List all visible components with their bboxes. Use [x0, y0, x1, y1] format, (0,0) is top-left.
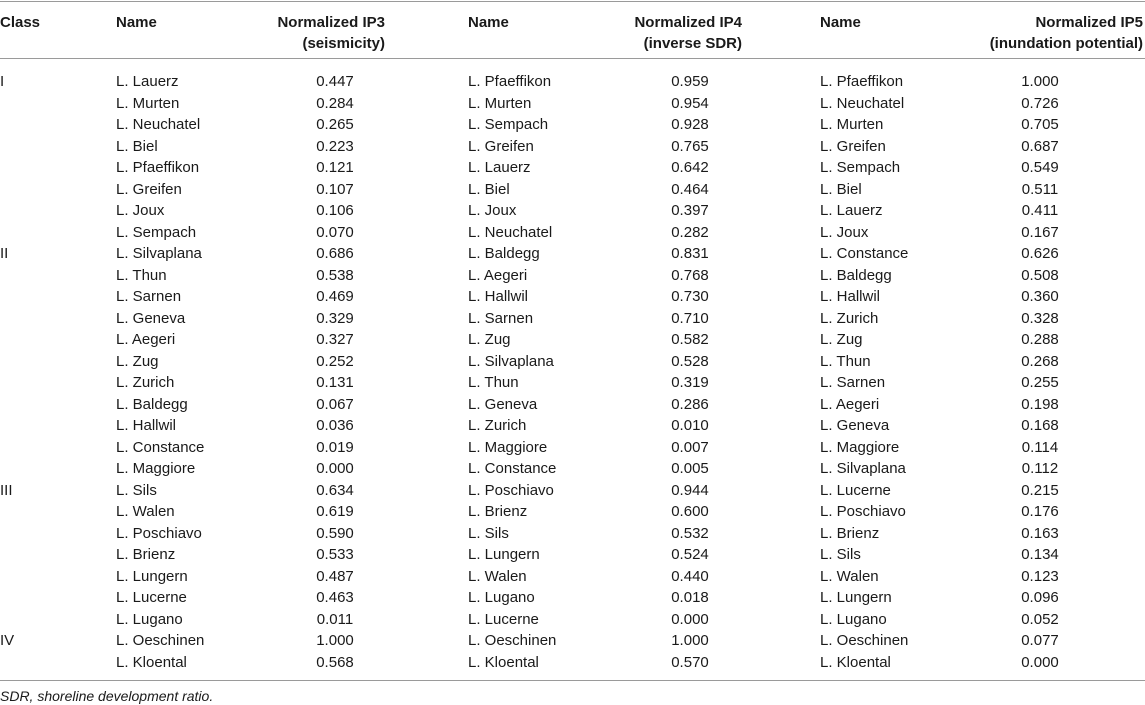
header-rule: [0, 58, 1145, 59]
ip5-value: 0.508: [1021, 266, 1059, 284]
ip5-value: 0.687: [1021, 137, 1059, 155]
lake-name-ip3: L. Zug: [116, 352, 159, 370]
lake-name-ip3: L. Biel: [116, 137, 158, 155]
table-row: [0, 329, 1145, 351]
lake-name-ip4: L. Sempach: [468, 116, 549, 133]
top-rule: [0, 1, 1145, 2]
ip4-value: 0.010: [671, 417, 709, 434]
ip4-value: 0.524: [671, 546, 709, 563]
class-cell: IV: [0, 632, 15, 649]
ip3-value: 0.329: [316, 309, 354, 327]
lake-name-ip3: L. Pfaeffikon: [116, 159, 200, 176]
ip5-value: 0.198: [1021, 395, 1059, 413]
table-row: [0, 351, 1145, 373]
lake-name-ip3: L. Greifen: [116, 180, 182, 198]
lake-name-ip4: L. Neuchatel: [468, 223, 553, 241]
ip4-value: 0.730: [671, 288, 709, 305]
lake-name-ip4: L. Zug: [468, 331, 511, 348]
lake-name-ip3: L. Joux: [116, 202, 165, 219]
header-ip3-title: Normalized IP3: [277, 14, 385, 31]
ip5-value: 0.705: [1021, 116, 1059, 133]
lake-name-ip4: L. Greifen: [468, 137, 534, 155]
lake-name-ip4: L. Oeschinen: [468, 632, 557, 649]
ip5-value: 0.328: [1021, 309, 1059, 327]
header-name-ip5: Name: [820, 14, 861, 31]
ip3-value: 0.634: [316, 481, 354, 499]
lake-name-ip4: L. Silvaplana: [468, 352, 554, 370]
ip5-value: 0.077: [1021, 632, 1059, 649]
ip3-value: 0.284: [316, 94, 354, 112]
lake-name-ip3: L. Neuchatel: [116, 116, 201, 133]
ip4-value: 0.018: [671, 589, 709, 606]
lake-name-ip5: L. Lucerne: [820, 481, 891, 499]
ip3-value: 0.011: [316, 610, 354, 628]
lake-name-ip4: L. Brienz: [468, 503, 528, 520]
lake-name-ip3: L. Sils: [116, 481, 157, 499]
lake-name-ip3: L. Kloental: [116, 653, 187, 671]
ip5-value: 0.726: [1021, 94, 1059, 112]
ip4-value: 0.528: [671, 352, 709, 370]
ip5-value: 1.000: [1021, 73, 1059, 90]
ip5-value: 0.167: [1021, 223, 1059, 241]
lake-name-ip5: L. Sempach: [820, 159, 901, 176]
lake-name-ip4: L. Lungern: [468, 546, 540, 563]
ip5-value: 0.096: [1021, 589, 1059, 606]
ip3-value: 0.265: [316, 116, 354, 133]
ip3-value: 0.447: [316, 73, 354, 90]
header-ip3: [250, 12, 385, 54]
table-row: [0, 136, 1145, 158]
table-row: [0, 222, 1145, 244]
ip4-value: 0.928: [671, 116, 709, 133]
lake-name-ip3: L. Geneva: [116, 309, 186, 327]
lake-name-ip5: L. Silvaplana: [820, 460, 906, 477]
table-row: [0, 630, 1145, 652]
lake-name-ip4: L. Sarnen: [468, 309, 534, 327]
lake-name-ip3: L. Lucerne: [116, 589, 187, 606]
lake-name-ip4: L. Thun: [468, 374, 519, 391]
lake-name-ip5: L. Poschiavo: [820, 503, 906, 520]
lake-name-ip4: L. Sils: [468, 524, 509, 542]
ip3-value: 0.487: [316, 567, 354, 585]
ip5-value: 0.112: [1021, 460, 1059, 477]
ip3-value: 0.252: [316, 352, 354, 370]
ip4-value: 0.319: [671, 374, 709, 391]
ip4-value: 0.570: [671, 653, 709, 671]
lake-name-ip4: L. Poschiavo: [468, 481, 554, 499]
lake-name-ip3: L. Sempach: [116, 223, 197, 241]
table-row: [0, 609, 1145, 631]
ip5-value: 0.134: [1021, 546, 1059, 563]
table-row: [0, 179, 1145, 201]
ip4-value: 0.959: [671, 73, 709, 90]
ip3-value: 0.469: [316, 288, 354, 305]
ip5-value: 0.549: [1021, 159, 1059, 176]
lake-name-ip3: L. Hallwil: [116, 417, 177, 434]
ip3-value: 1.000: [316, 632, 354, 649]
lake-name-ip4: L. Aegeri: [468, 266, 528, 284]
ip5-value: 0.511: [1021, 180, 1059, 198]
ip5-value: 0.255: [1021, 374, 1059, 391]
header-ip5-title: Normalized IP5: [1035, 14, 1143, 31]
header-ip3-subtitle: (seismicity): [302, 35, 385, 52]
table-row: [0, 265, 1145, 287]
ip3-value: 0.619: [316, 503, 354, 520]
ip4-value: 0.582: [671, 331, 709, 348]
ip3-value: 0.686: [316, 245, 354, 262]
lake-name-ip3: L. Maggiore: [116, 460, 196, 477]
class-cell: II: [0, 245, 9, 262]
lake-name-ip3: L. Sarnen: [116, 288, 182, 305]
ip4-value: 0.000: [671, 610, 709, 628]
lake-name-ip5: L. Lungern: [820, 589, 892, 606]
ip4-value: 0.440: [671, 567, 709, 585]
lake-name-ip3: L. Murten: [116, 94, 180, 112]
ip5-value: 0.626: [1021, 245, 1059, 262]
ip3-value: 0.106: [316, 202, 354, 219]
lake-name-ip4: L. Lucerne: [468, 610, 539, 628]
table-row: [0, 480, 1145, 502]
ip4-value: 0.831: [671, 245, 709, 262]
table-row: [0, 652, 1145, 674]
lake-name-ip5: L. Hallwil: [820, 288, 881, 305]
lake-name-ip5: L. Biel: [820, 180, 862, 198]
table-row: [0, 308, 1145, 330]
lake-name-ip4: L. Zurich: [468, 417, 527, 434]
table-row: [0, 394, 1145, 416]
table-row: [0, 243, 1145, 265]
lake-name-ip5: L. Geneva: [820, 417, 890, 434]
ip3-value: 0.463: [316, 589, 354, 606]
lake-name-ip5: L. Lauerz: [820, 202, 883, 219]
lake-name-ip4: L. Maggiore: [468, 438, 548, 456]
ip5-value: 0.163: [1021, 524, 1059, 542]
table-row: [0, 157, 1145, 179]
lake-name-ip5: L. Lugano: [820, 610, 887, 628]
table-row: [0, 372, 1145, 394]
header-ip5-subtitle: (inundation potential): [989, 35, 1143, 52]
ip5-value: 0.052: [1021, 610, 1059, 628]
ip3-value: 0.131: [316, 374, 354, 391]
table-row: [0, 544, 1145, 566]
ip5-value: 0.168: [1021, 417, 1059, 434]
ip4-value: 0.005: [671, 460, 709, 477]
ip3-value: 0.223: [316, 137, 354, 155]
lake-name-ip5: L. Joux: [820, 223, 869, 241]
lake-name-ip3: L. Poschiavo: [116, 524, 202, 542]
lake-name-ip5: L. Brienz: [820, 524, 880, 542]
header-ip4: [600, 12, 742, 54]
table-row: [0, 566, 1145, 588]
ip5-value: 0.360: [1021, 288, 1059, 305]
ip5-value: 0.176: [1021, 503, 1059, 520]
table-row: [0, 200, 1145, 222]
bottom-rule: [0, 680, 1145, 681]
ip4-value: 0.007: [671, 438, 709, 456]
class-cell: III: [0, 481, 13, 499]
lake-name-ip5: L. Maggiore: [820, 438, 900, 456]
table-row: [0, 523, 1145, 545]
lake-name-ip4: L. Pfaeffikon: [468, 73, 552, 90]
lake-name-ip5: L. Zug: [820, 331, 863, 348]
ip5-value: 0.215: [1021, 481, 1059, 499]
table-row: [0, 415, 1145, 437]
lake-name-ip5: L. Murten: [820, 116, 884, 133]
lake-name-ip3: L. Thun: [116, 266, 167, 284]
ip5-value: 0.000: [1021, 653, 1059, 671]
lake-name-ip5: L. Neuchatel: [820, 94, 905, 112]
lake-name-ip4: L. Constance: [468, 460, 557, 477]
ip3-value: 0.538: [316, 266, 354, 284]
ip3-value: 0.019: [316, 438, 354, 456]
lake-name-ip3: L. Aegeri: [116, 331, 176, 348]
header-ip5: [945, 12, 1143, 54]
ip3-value: 0.107: [316, 180, 354, 198]
lake-name-ip3: L. Constance: [116, 438, 205, 456]
lake-name-ip5: L. Zurich: [820, 309, 879, 327]
ip4-value: 0.768: [671, 266, 709, 284]
lake-name-ip3: L. Baldegg: [116, 395, 188, 413]
ip4-value: 0.710: [671, 309, 709, 327]
lake-name-ip5: L. Sils: [820, 546, 861, 563]
ip4-value: 0.954: [671, 94, 709, 112]
ip3-value: 0.590: [316, 524, 354, 542]
ip4-value: 0.642: [671, 159, 709, 176]
ip4-value: 0.286: [671, 395, 709, 413]
lake-name-ip5: L. Kloental: [820, 653, 891, 671]
ip4-value: 1.000: [671, 632, 709, 649]
table-row: [0, 71, 1145, 93]
lake-name-ip5: L. Pfaeffikon: [820, 73, 904, 90]
header-ip4-subtitle: (inverse SDR): [643, 35, 742, 52]
header-name-ip3: Name: [116, 14, 157, 31]
lake-name-ip3: L. Brienz: [116, 546, 176, 563]
table-row: [0, 93, 1145, 115]
ip4-value: 0.765: [671, 137, 709, 155]
ip3-value: 0.036: [316, 417, 354, 434]
lake-name-ip4: L. Lugano: [468, 589, 535, 606]
lake-name-ip3: L. Silvaplana: [116, 245, 202, 262]
lake-name-ip3: L. Oeschinen: [116, 632, 205, 649]
table-row: [0, 587, 1145, 609]
ip3-value: 0.533: [316, 546, 354, 563]
lake-name-ip4: L. Lauerz: [468, 159, 531, 176]
lake-name-ip4: L. Kloental: [468, 653, 539, 671]
lake-name-ip4: L. Geneva: [468, 395, 538, 413]
lake-name-ip5: L. Sarnen: [820, 374, 886, 391]
ip5-value: 0.268: [1021, 352, 1059, 370]
ip3-value: 0.000: [316, 460, 354, 477]
lake-name-ip4: L. Hallwil: [468, 288, 529, 305]
lake-name-ip3: L. Lungern: [116, 567, 188, 585]
ip4-value: 0.532: [671, 524, 709, 542]
ip3-value: 0.121: [316, 159, 354, 176]
table-row: [0, 114, 1145, 136]
ip4-value: 0.282: [671, 223, 709, 241]
lake-name-ip5: L. Walen: [820, 567, 879, 585]
ip5-value: 0.123: [1021, 567, 1059, 585]
lake-name-ip4: L. Murten: [468, 94, 532, 112]
ip4-value: 0.944: [671, 481, 709, 499]
lake-name-ip3: L. Walen: [116, 503, 175, 520]
header-ip4-title: Normalized IP4: [634, 14, 742, 31]
lake-name-ip3: L. Lauerz: [116, 73, 179, 90]
lake-name-ip5: L. Greifen: [820, 137, 886, 155]
lake-name-ip3: L. Lugano: [116, 610, 183, 628]
table-row: [0, 437, 1145, 459]
table-row: [0, 458, 1145, 480]
lake-name-ip5: L. Aegeri: [820, 395, 880, 413]
lake-name-ip5: L. Baldegg: [820, 266, 892, 284]
ip4-value: 0.397: [671, 202, 709, 219]
ip3-value: 0.568: [316, 653, 354, 671]
ip5-value: 0.114: [1021, 438, 1059, 456]
lake-name-ip4: L. Baldegg: [468, 245, 540, 262]
ip4-value: 0.600: [671, 503, 709, 520]
header-class: Class: [0, 14, 41, 31]
lake-name-ip4: L. Walen: [468, 567, 527, 585]
table-row: [0, 501, 1145, 523]
table-footnote: SDR, shoreline development ratio.: [0, 688, 214, 704]
table-row: [0, 286, 1145, 308]
ip3-value: 0.067: [316, 395, 354, 413]
lake-name-ip5: L. Constance: [820, 245, 909, 262]
ip4-value: 0.464: [671, 180, 709, 198]
lake-name-ip5: L. Thun: [820, 352, 871, 370]
lake-name-ip5: L. Oeschinen: [820, 632, 909, 649]
ip5-value: 0.411: [1021, 202, 1059, 219]
table-body: [0, 71, 1145, 673]
ip3-value: 0.070: [316, 223, 354, 241]
lake-name-ip4: L. Joux: [468, 202, 517, 219]
class-cell: I: [0, 73, 5, 90]
ip5-value: 0.288: [1021, 331, 1059, 348]
lake-name-ip4: L. Biel: [468, 180, 510, 198]
lake-name-ip3: L. Zurich: [116, 374, 175, 391]
header-name-ip4: Name: [468, 14, 509, 31]
ip3-value: 0.327: [316, 331, 354, 348]
